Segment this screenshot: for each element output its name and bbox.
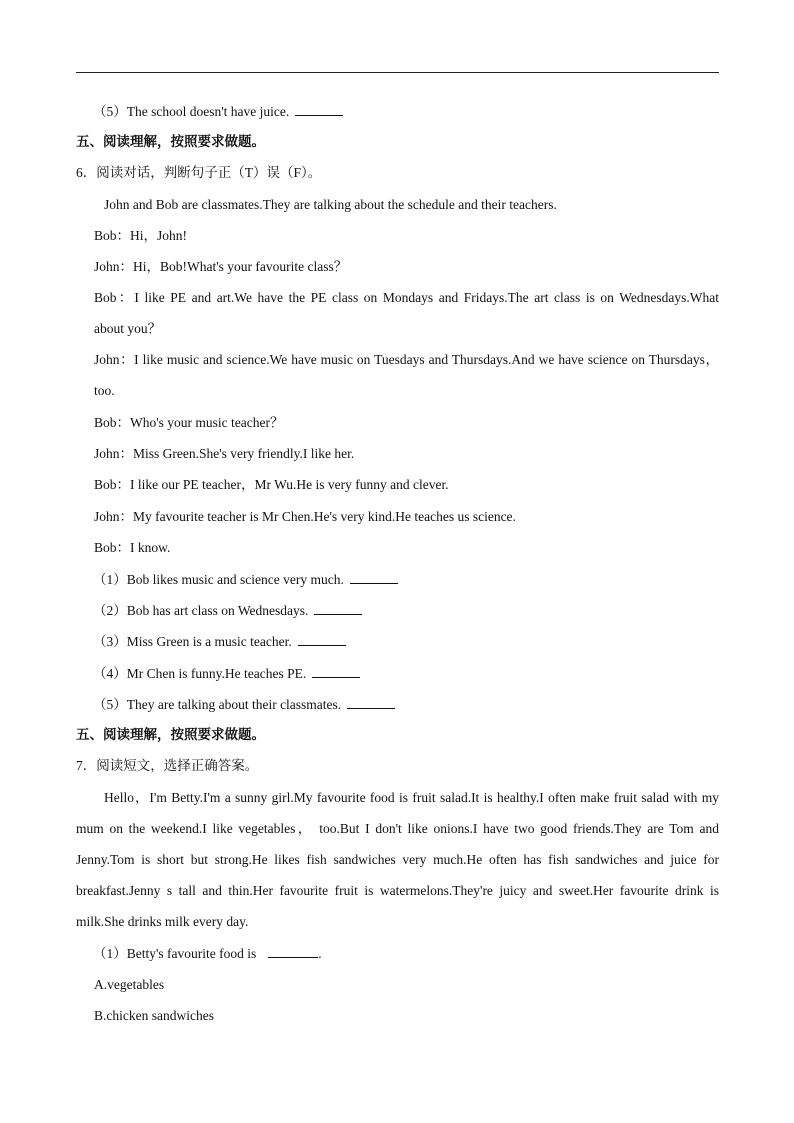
tf-item: （4）Mr Chen is funny.He teaches PE. — [93, 664, 360, 683]
answer-blank[interactable] — [295, 102, 343, 116]
passage-line: breakfast.Jenny s tall and thin.Her favourite fruit is watermelons.They're juicy and sweet.Her favourite drink is — [76, 883, 719, 898]
section-heading: 五、阅读理解，按照要求做题。 — [76, 727, 265, 742]
section-heading: 五、阅读理解，按照要求做题。 — [76, 134, 265, 149]
dialogue-line: too. — [94, 383, 115, 398]
dialogue-line: John：My favourite teacher is Mr Chen.He's very kind.He teaches us science. — [94, 509, 516, 524]
option-b[interactable]: B.chicken sandwiches — [94, 1008, 214, 1023]
question-7-title: 7．阅读短文，选择正确答案。 — [76, 758, 259, 773]
answer-blank[interactable] — [347, 695, 395, 709]
answer-blank[interactable] — [350, 570, 398, 584]
dialogue-line: Bob：Who's your music teacher？ — [94, 415, 284, 430]
dialogue-intro: John and Bob are classmates.They are talking about the schedule and their teachers. — [104, 197, 557, 212]
tf-item: （1）Bob likes music and science very much. — [93, 570, 398, 589]
option-a[interactable]: A.vegetables — [94, 977, 165, 992]
answer-blank[interactable] — [314, 601, 362, 615]
dialogue-line: Bob：Hi，John! — [94, 228, 188, 243]
answer-blank[interactable] — [312, 664, 360, 678]
passage-line: Hello，I'm Betty.I'm a sunny girl.My favourite food is fruit salad.It is healthy.I often make fruit salad with my — [104, 790, 719, 805]
answer-blank[interactable] — [268, 944, 318, 958]
dialogue-line: John：Miss Green.She's very friendly.I like her. — [94, 446, 355, 461]
dialogue-line: John：I like music and science.We have music on Tuesdays and Thursdays.And we have science on Thursdays， — [94, 352, 719, 367]
passage-line: milk.She drinks milk every day. — [76, 914, 249, 929]
answer-blank[interactable] — [298, 632, 346, 646]
mc-question-1: （1）Betty's favourite food is . — [93, 946, 322, 961]
tf-item: （5）They are talking about their classmates. — [93, 695, 395, 714]
dialogue-line: Bob：I like PE and art.We have the PE class on Mondays and Fridays.The art class is on Wednesdays.What — [94, 290, 719, 305]
header-rule — [76, 72, 719, 73]
prev-item-5: （5）The school doesn't have juice. — [93, 102, 343, 121]
passage-line: mum on the weekend.I like vegetables， too.But I don't like onions.I have two good friends.They are Tom and — [76, 821, 719, 836]
dialogue-line: about you？ — [94, 321, 162, 336]
tf-item: （3）Miss Green is a music teacher. — [93, 632, 346, 651]
tf-item: （2）Bob has art class on Wednesdays. — [93, 601, 362, 620]
dialogue-line: Bob：I like our PE teacher，Mr Wu.He is very funny and clever. — [94, 477, 449, 492]
dialogue-line: John：Hi，Bob!What's your favourite class？ — [94, 259, 348, 274]
dialogue-line: Bob：I know. — [94, 540, 171, 555]
question-6-title: 6．阅读对话，判断句子正（T）误（F）。 — [76, 165, 322, 180]
passage-line: Jenny.Tom is short but strong.He likes fish sandwiches very much.He often has fish sandwiches and juice for — [76, 852, 719, 867]
